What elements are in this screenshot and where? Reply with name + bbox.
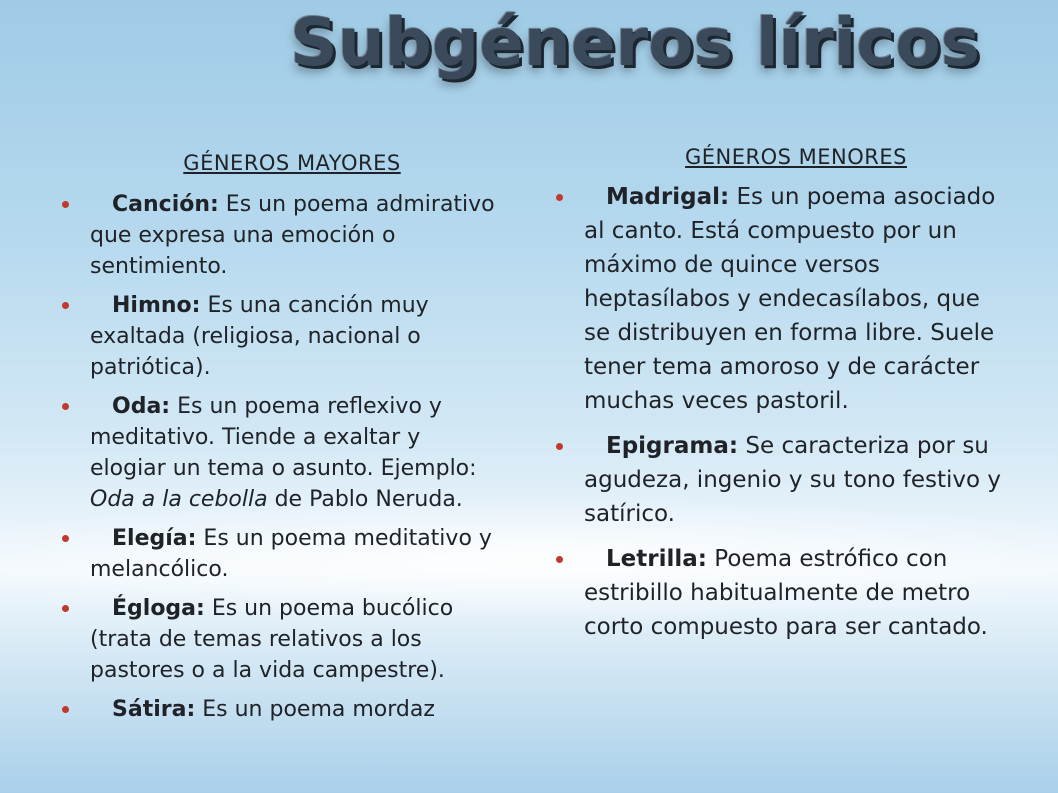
example-title: Oda a la cebolla — [90, 487, 268, 512]
major-genres-column — [62, 148, 502, 733]
major-genres-heading: GÉNEROS MAYORES — [183, 151, 401, 175]
bullet-icon — [62, 605, 69, 612]
list-item — [62, 523, 502, 585]
bullet-icon — [556, 556, 563, 563]
genre-term: Elegía: — [112, 526, 197, 551]
genre-term: Madrigal: — [606, 184, 730, 210]
list-item — [62, 189, 502, 282]
genre-term: Letrilla: — [606, 546, 707, 572]
genre-term: Égloga: — [112, 596, 205, 621]
genre-description: Es un poema admirativo que expresa una emoción o sentimiento. — [90, 192, 495, 279]
bullet-icon — [62, 403, 69, 410]
list-item — [62, 391, 502, 515]
list-item — [62, 694, 502, 725]
slide-title: Subgéneros líricos — [290, 4, 980, 81]
bullet-icon — [62, 706, 69, 713]
list-item — [62, 290, 502, 383]
genre-description: Es un poema mordaz — [195, 697, 435, 722]
genre-description: Es una canción muy exaltada (religiosa, nacional o patriótica). — [90, 293, 429, 380]
genre-term: Epigrama: — [606, 433, 739, 459]
genre-description: Poema estrófico con estribillo habitualmente de metro corto compuesto para ser cantado. — [584, 546, 988, 640]
genre-description: Se caracteriza por su agudeza, ingenio y su tono festivo y satírico. — [584, 433, 1001, 527]
genre-description: Es un poema reflexivo y meditativo. Tiende a exaltar y elogiar un tema o asunto. Ejemplo: — [90, 394, 477, 481]
genre-description: Es un poema asociado al canto. Está compuesto por un máximo de quince versos heptasílabos y endecasílabos, que se distribuyen en forma libre. Suele tener tema amoroso y de carácter muchas veces pastoril. — [584, 184, 996, 414]
genre-term: Oda: — [112, 394, 171, 419]
list-item — [556, 429, 1006, 531]
list-item — [62, 593, 502, 686]
bullet-icon — [62, 201, 69, 208]
list-item — [556, 180, 1006, 418]
bullet-icon — [556, 194, 563, 201]
genre-term: Canción: — [112, 192, 219, 217]
list-item — [556, 542, 1006, 644]
genre-description: Es un poema meditativo y melancólico. — [90, 526, 492, 582]
major-genres-list — [62, 189, 502, 725]
genre-term: Sátira: — [112, 697, 196, 722]
example-author: de Pablo Neruda. — [267, 487, 463, 512]
minor-genres-heading: GÉNEROS MENORES — [685, 145, 907, 169]
bullet-icon — [62, 302, 69, 309]
bullet-icon — [62, 535, 69, 542]
minor-genres-column — [556, 140, 1006, 655]
minor-genres-list — [556, 180, 1006, 644]
bullet-icon — [556, 443, 563, 450]
genre-description: Es un poema bucólico (trata de temas relativos a los pastores o a la vida campestre). — [90, 596, 454, 683]
genre-term: Himno: — [112, 293, 201, 318]
